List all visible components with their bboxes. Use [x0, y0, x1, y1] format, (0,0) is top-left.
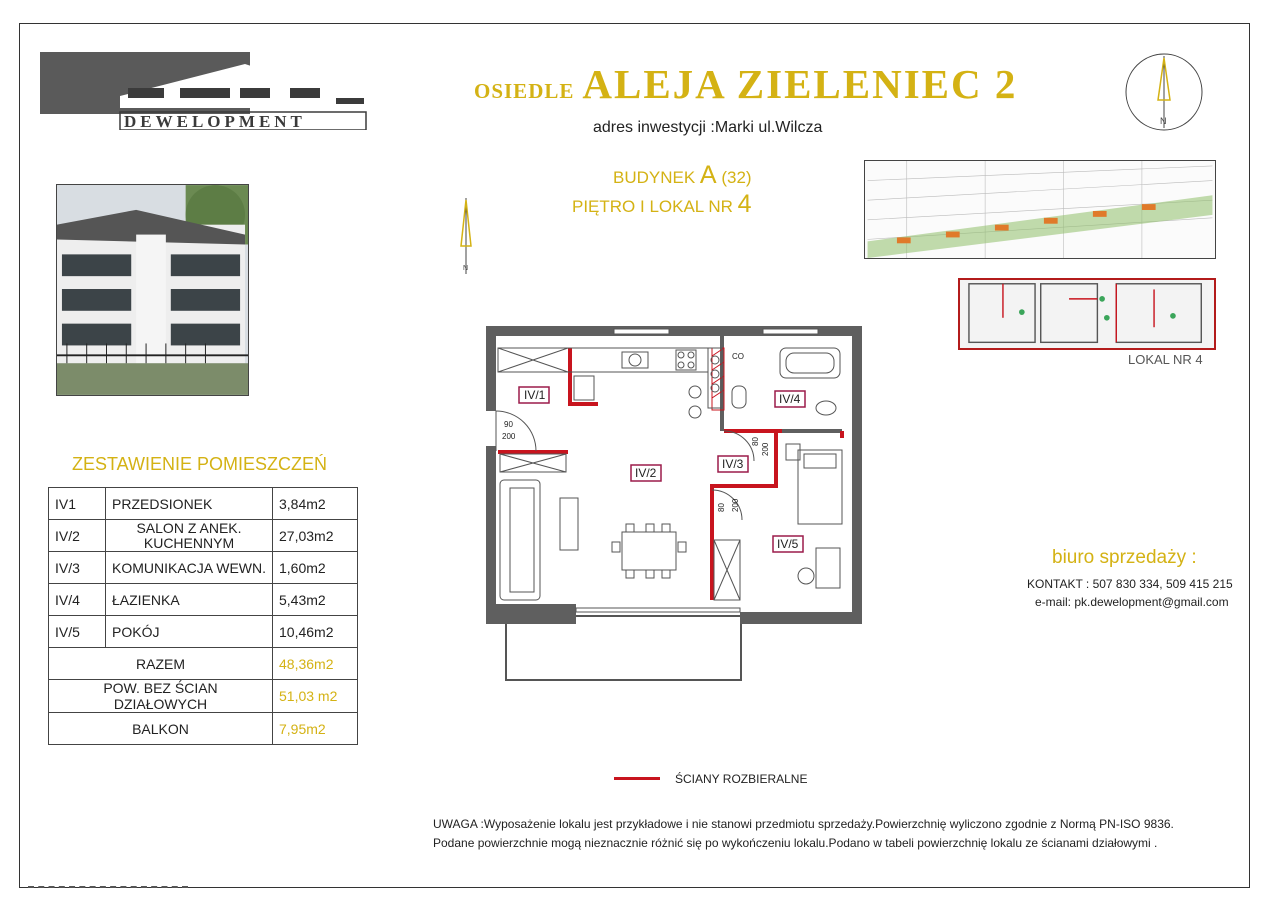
legend-label: ŚCIANY ROZBIERALNE: [675, 772, 808, 786]
building-count: (32): [721, 168, 752, 187]
room-label-iv1: IV/1: [524, 388, 546, 402]
bottom-dashes: [28, 886, 188, 890]
balcony-label: BALKON: [49, 713, 273, 745]
unit-number: 4: [737, 190, 752, 218]
door-room-height: 200: [731, 498, 740, 512]
room-code: IV/5: [49, 616, 106, 648]
table-row: [49, 488, 358, 520]
building-info: [613, 161, 752, 190]
gross-label: POW. BEZ ŚCIAN DZIAŁOWYCH: [49, 680, 273, 713]
room-code: IV1: [49, 488, 106, 520]
door-main-width: 90: [504, 420, 513, 429]
table-row: [49, 584, 358, 616]
gross-area: 51,03 m2: [273, 680, 358, 713]
table-row: [49, 552, 358, 584]
rooms-title: ZESTAWIENIE POMIESZCZEŃ: [72, 454, 328, 474]
room-area: 27,03m2: [273, 520, 358, 552]
door-bath-width: 80: [751, 437, 760, 446]
room-area: 3,84m2: [273, 488, 358, 520]
table-row: [49, 616, 358, 648]
title-prefix: OSIEDLE: [474, 79, 575, 103]
room-name: POKÓJ: [106, 616, 273, 648]
room-name: SALON Z ANEK. KUCHENNYM: [106, 520, 273, 552]
room-label-iv2: IV/2: [635, 466, 657, 480]
building-label: BUDYNEK: [613, 168, 696, 187]
room-area: 1,60m2: [273, 552, 358, 584]
small-north-arrow-icon: [456, 196, 476, 276]
room-area: 10,46m2: [273, 616, 358, 648]
room-label-iv4: IV/4: [779, 392, 801, 406]
balcony-row: [49, 713, 358, 745]
room-name: ŁAZIENKA: [106, 584, 273, 616]
rooms-table: [48, 487, 358, 745]
floor-label: PIĘTRO I LOKAL NR: [572, 197, 733, 216]
building-photo: [56, 184, 249, 396]
door-room-width: 80: [717, 503, 726, 512]
building-letter: A: [699, 161, 717, 189]
door-main-height: 200: [502, 432, 516, 441]
contact-email: e-mail: pk.dewelopment@gmail.com: [1035, 595, 1229, 609]
site-map: [864, 160, 1216, 259]
logo-text: DEWELOPMENT: [124, 112, 306, 131]
note-line-1: UWAGA :Wyposażenie lokalu jest przykładowe i nie stanowi przedmiotu sprzedaży.Powierzchnię wyliczono zgodnie z Normą PN-ISO 9836.: [433, 817, 1174, 831]
door-bath-height: 200: [761, 442, 770, 456]
mini-plan-label: LOKAL NR 4: [1128, 352, 1203, 367]
room-name: PRZEDSIONEK: [106, 488, 273, 520]
total-label: RAZEM: [49, 648, 273, 680]
room-label-iv5: IV/5: [777, 537, 799, 551]
room-code: IV/4: [49, 584, 106, 616]
room-area: 5,43m2: [273, 584, 358, 616]
gross-row: [49, 680, 358, 713]
sales-office-title: biuro sprzedaży :: [1052, 547, 1197, 568]
contact-phone: KONTAKT : 507 830 334, 509 415 215: [1027, 577, 1233, 591]
room-code: IV/3: [49, 552, 106, 584]
floor-info: [572, 190, 752, 219]
floor-plan: [486, 326, 862, 686]
svg-text:N: N: [463, 265, 469, 272]
table-row: [49, 520, 358, 552]
room-label-iv3: IV/3: [722, 457, 744, 471]
svg-text:N: N: [1160, 116, 1167, 126]
project-title: [474, 60, 1017, 108]
room-name: KOMUNIKACJA WEWN.: [106, 552, 273, 584]
boiler-label: CO: [732, 352, 744, 361]
legend-swatch: [614, 777, 660, 780]
total-row: [49, 648, 358, 680]
investment-address: adres inwestycji :Marki ul.Wilcza: [593, 119, 823, 136]
note-line-2: Podane powierzchnie mogą nieznacznie różnić się po wykończeniu lokalu.Podano w tabeli powierzchnię lokalu ze ścianami działowymi .: [433, 836, 1158, 850]
room-code: IV/2: [49, 520, 106, 552]
balcony-area: 7,95m2: [273, 713, 358, 745]
floor-mini-plan: [958, 278, 1216, 350]
total-area: 48,36m2: [273, 648, 358, 680]
north-arrow-icon: [1124, 52, 1204, 132]
title-main: ALEJA ZIELENIEC 2: [582, 61, 1018, 107]
